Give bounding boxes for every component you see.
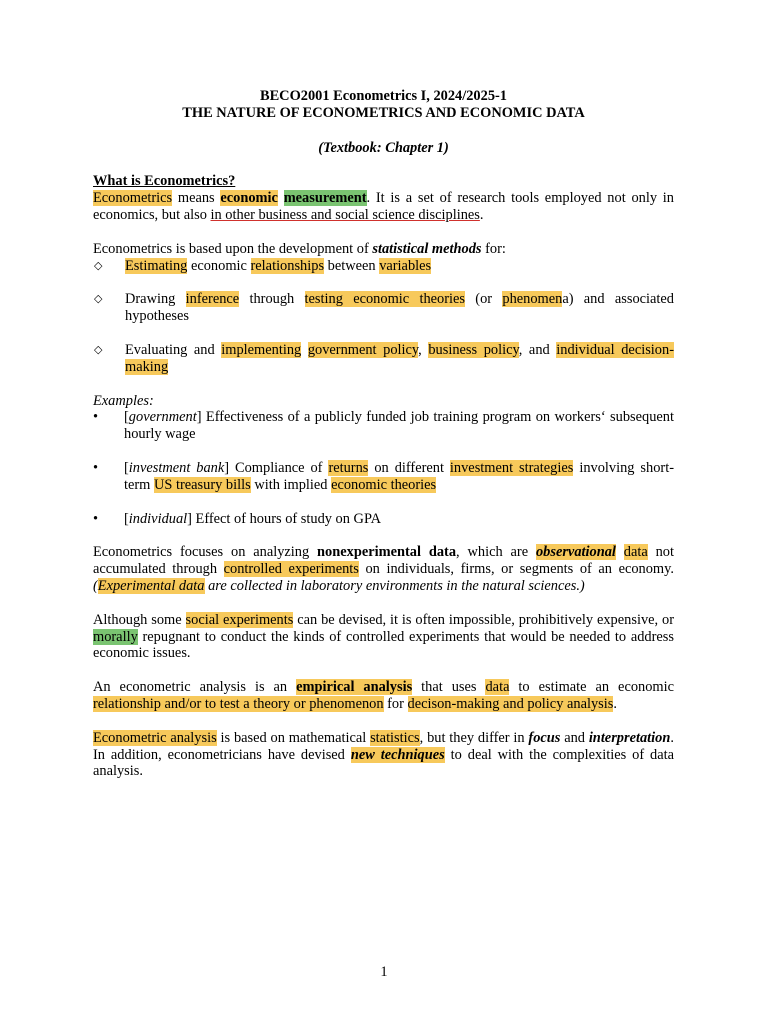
paragraph-nonexperimental: Econometrics focuses on analyzing nonexperimental data, which are observational data not accumulated through controlled experiments on individuals, firms, or segments of an economy. (Experimental data are collected in laboratory environments in the natural sciences.) (93, 544, 674, 594)
document-page (93, 88, 674, 780)
diamond-bullet-icon: ◇ (94, 259, 103, 272)
definition-paragraph: Econometrics means economic measurement. It is a set of research tools employed not only in economics, but also in other business and social science disciplines. (93, 190, 674, 223)
diamond-bullet-icon: ◇ (94, 343, 103, 356)
list-item: • [investment bank] Compliance of returns on different investment strategies involving short-term US treasury bills with implied economic theories (93, 459, 675, 493)
bullet-icon: • (93, 459, 99, 476)
section-heading: What is Econometrics? (93, 173, 236, 190)
methods-intro: Econometrics is based upon the development of statistical methods for: (93, 240, 506, 257)
page-number: 1 (380, 964, 388, 980)
list-item: ◇ Drawing inference through testing economic theories (or phenomena) and associated hypotheses (94, 291, 675, 325)
list-item: ◇ Evaluating and implementing government policy, business policy, and individual decision-making (94, 341, 674, 375)
paragraph-statistics: Econometric analysis is based on mathematical statistics, but they differ in focus and interpretation. In addition, econometricians have devised new techniques to deal with the complexities of data analysis. (93, 729, 674, 780)
list-item: • [individual] Effect of hours of study on GPA (93, 510, 382, 527)
paragraph-experiments: Although some social experiments can be devised, it is often impossible, prohibitively expensive, or morally repugnant to conduct the kinds of controlled experiments that would be needed to address economic issues. (93, 611, 675, 662)
doc-title-line1: BECO2001 Econometrics I, 2024/2025-1 (259, 88, 508, 104)
bullet-icon: • (93, 409, 99, 426)
bullet-icon: • (93, 510, 99, 527)
list-item: • [government] Effectiveness of a publicly funded job training program on workers‘ subsequent hourly wage (93, 409, 674, 443)
paragraph-empirical: An econometric analysis is an empirical analysis that uses data to estimate an economic relationship and/or to test a theory or phenomenon for decison-making and policy analysis. (93, 679, 674, 712)
diamond-bullet-icon: ◇ (94, 293, 103, 306)
doc-title-line2: THE NATURE OF ECONOMETRICS AND ECONOMIC DATA (182, 104, 585, 121)
list-item: ◇ Estimating economic relationships between variables (94, 257, 432, 274)
examples-label: Examples: (93, 392, 154, 409)
doc-subtitle: (Textbook: Chapter 1) (318, 139, 449, 156)
